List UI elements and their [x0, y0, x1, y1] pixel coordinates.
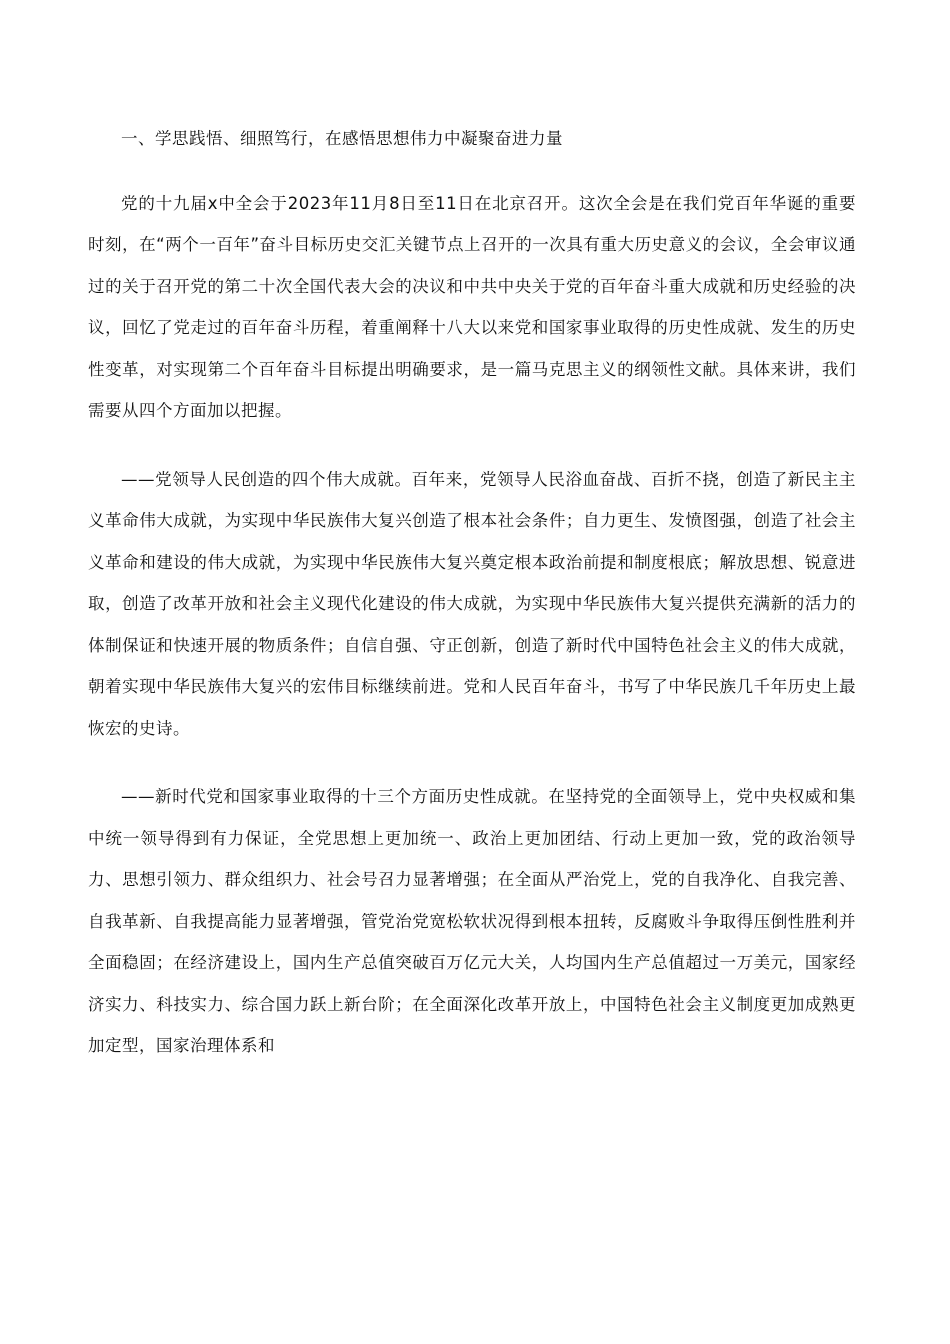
paragraph-four-achievements: ——党领导人民创造的四个伟大成就。百年来，党领导人民浴血奋战、百折不挠，创造了新民主主义革命伟大成就，为实现中华民族伟大复兴创造了根本社会条件；自力更生、发愤图强，创造了社会主义革命和建设的伟大成就，为实现中华民族伟大复兴奠定根本政治前提和制度根底；解放思想、锐意进取，创造了改革开放和社会主义现代化建设的伟大成就，为实现中华民族伟大复兴提供充满新的活力的体制保证和快速开展的物质条件；自信自强、守正创新，创造了新时代中国特色社会主义的伟大成就，朝着实现中华民族伟大复兴的宏伟目标继续前进。党和人民百年奋斗，书写了中华民族几千年历史上最恢宏的史诗。: [88, 469, 856, 738]
section-heading: 一、学思践悟、细照笃行，在感悟思想伟力中凝聚奋进力量: [121, 129, 563, 148]
document-body: [88, 118, 856, 1067]
paragraph-plenary-session: 党的十九届x中全会于2023年11月8日至11日在北京召开。这次全会是在我们党百年华诞的重要时刻，在“两个一百年”奋斗目标历史交汇关键节点上召开的一次具有重大历史意义的会议，全会审议通过的关于召开党的第二十次全国代表大会的决议和中共中央关于党的百年奋斗重大成就和历史经验的决议，回忆了党走过的百年奋斗历程，着重阐释十八大以来党和国家事业取得的历史性成就、发生的历史性变革，对实现第二个百年奋斗目标提出明确要求，是一篇马克思主义的纲领性文献。具体来讲，我们需要从四个方面加以把握。: [88, 193, 856, 420]
paragraph-thirteen-achievements: ——新时代党和国家事业取得的十三个方面历史性成就。在坚持党的全面领导上，党中央权威和集中统一领导得到有力保证，全党思想上更加统一、政治上更加团结、行动上更加一致，党的政治领导力、思想引领力、群众组织力、社会号召力显著增强；在全面从严治党上，党的自我净化、自我完善、自我革新、自我提高能力显著增强，管党治党宽松软状况得到根本扭转，反腐败斗争取得压倒性胜利并全面稳固；在经济建设上，国内生产总值突破百万亿元大关，人均国内生产总值超过一万美元，国家经济实力、科技实力、综合国力跃上新台阶；在全面深化改革开放上，中国特色社会主义制度更加成熟更加定型，国家治理体系和: [88, 787, 856, 1055]
